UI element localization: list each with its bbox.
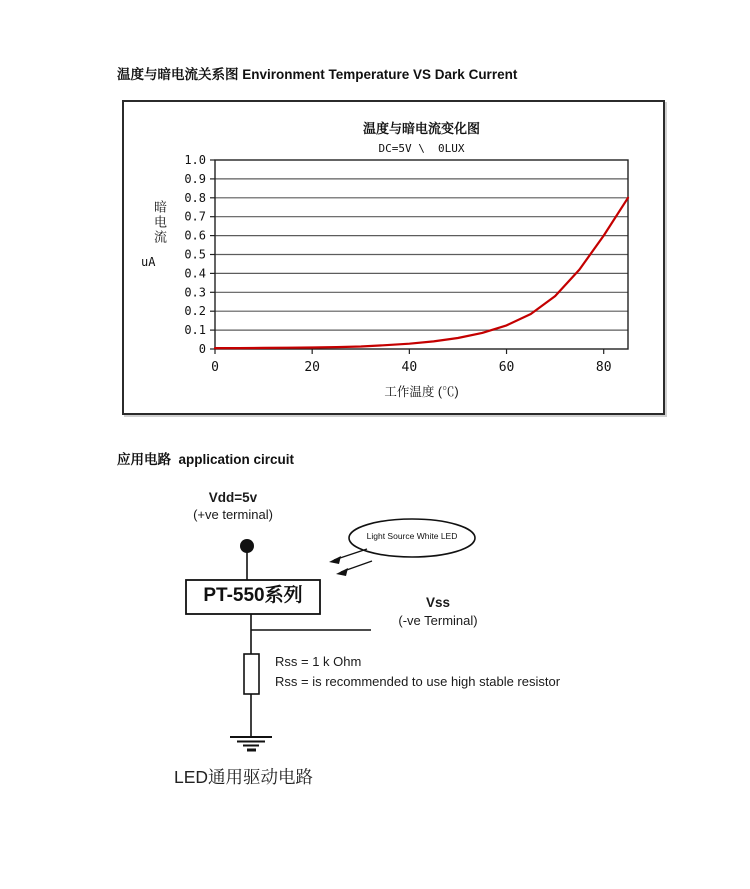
light-source-label: Light Source White LED <box>366 531 458 541</box>
y-tick-label: 0.8 <box>184 190 206 205</box>
x-tick-label: 0 <box>211 360 219 375</box>
circuit-section-title: 应用电路 application circuit <box>117 452 295 467</box>
circuit-caption: LED通用驱动电路 <box>174 767 314 787</box>
x-axis-label: 工作温度 (℃) <box>384 385 459 399</box>
rss-note-text: Rss = is recommended to use high stable resistor <box>275 674 561 689</box>
y-tick-label: 0.2 <box>184 304 206 319</box>
y-tick-label: 0.1 <box>184 323 206 338</box>
x-tick-label: 40 <box>401 360 418 375</box>
rss-value-text: Rss = 1 k Ohm <box>275 654 362 669</box>
y-tick-label: 0.4 <box>184 266 206 281</box>
x-tick-label: 80 <box>595 360 612 375</box>
vss-sublabel: (-ve Terminal) <box>398 613 478 628</box>
light-arrow-1 <box>329 549 367 564</box>
y-tick-label: 0.6 <box>184 228 206 243</box>
y-tick-label: 0.7 <box>184 209 206 224</box>
pt550-label: PT-550系列 <box>203 585 303 606</box>
y-tick-label: 1.0 <box>184 153 206 167</box>
vdd-node-dot <box>240 539 254 553</box>
chart-subtitle: DC=5V \ 0LUX <box>378 142 465 155</box>
application-circuit-diagram <box>0 480 750 840</box>
x-tick-label: 20 <box>304 360 321 375</box>
vdd-sublabel: (+ve terminal) <box>193 507 273 522</box>
y-axis-unit: uA <box>141 255 156 269</box>
y-tick-label: 0.5 <box>184 247 206 262</box>
x-tick-label: 60 <box>498 360 515 375</box>
y-tick-label: 0.9 <box>184 171 206 186</box>
vss-label: Vss <box>425 595 451 610</box>
chart-frame <box>122 100 665 415</box>
ground-symbol <box>230 737 272 750</box>
light-arrow-2 <box>336 561 372 576</box>
chart-title: 温度与暗电流变化图 <box>362 121 480 136</box>
y-axis-label: 暗电流 <box>152 200 167 245</box>
y-tick-label: 0.3 <box>184 285 206 300</box>
vdd-label: Vdd=5v <box>208 490 258 505</box>
chart-section-title: 温度与暗电流关系图 Environment Temperature VS Dark Current <box>117 67 518 82</box>
y-tick-label: 0 <box>198 342 206 356</box>
resistor-rss <box>244 654 259 694</box>
